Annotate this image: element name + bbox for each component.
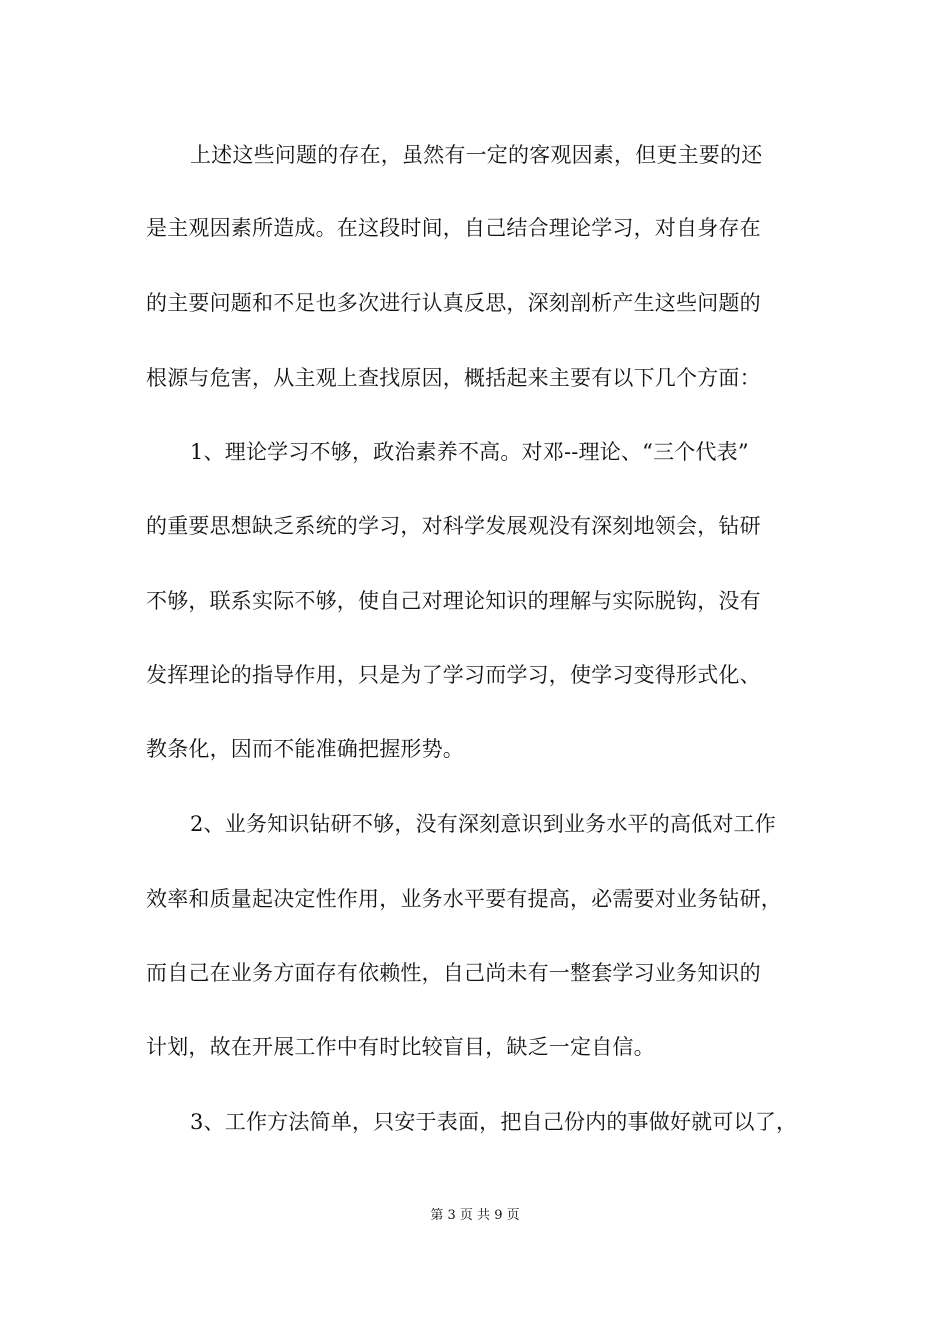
paragraph-line: 计划，故在开展工作中有时比较盲目，缺乏一定自信。 xyxy=(146,1035,655,1059)
paragraph-line: 上述这些问题的存在，虽然有一定的客观因素，但更主要的还 xyxy=(190,143,763,167)
paragraph-line: 发挥理论的指导作用，只是为了学习而学习，使学习变得形式化、 xyxy=(146,663,761,687)
paragraph-line: 的主要问题和不足也多次进行认真反思，深刻剖析产生这些问题的 xyxy=(146,291,761,315)
paragraph-line: 3、工作方法简单，只安于表面，把自己份内的事做好就可以了， xyxy=(190,1110,798,1134)
paragraph-line: 的重要思想缺乏系统的学习，对科学发展观没有深刻地领会，钻研 xyxy=(146,514,761,538)
paragraph-line: 1、理论学习不够，政治素养不高。对邓--理论、“三个代表” xyxy=(190,440,749,464)
paragraph-line: 不够，联系实际不够，使自己对理论知识的理解与实际脱钩，没有 xyxy=(146,589,761,613)
paragraph-line: 教条化，因而不能准确把握形势。 xyxy=(146,737,464,761)
paragraph-line: 是主观因素所造成。在这段时间，自己结合理论学习，对自身存在 xyxy=(146,216,761,240)
page-number-footer: 第 3 页 共 9 页 xyxy=(430,1208,520,1223)
paragraph-line: 而自己在业务方面存有依赖性，自己尚未有一整套学习业务知识的 xyxy=(146,961,761,985)
paragraph-line: 效率和质量起决定性作用，业务水平要有提高，必需要对业务钻研， xyxy=(146,887,782,911)
paragraph-line: 2、业务知识钻研不够，没有深刻意识到业务水平的高低对工作 xyxy=(190,812,776,836)
paragraph-line: 根源与危害，从主观上查找原因，概括起来主要有以下几个方面： xyxy=(146,366,761,390)
